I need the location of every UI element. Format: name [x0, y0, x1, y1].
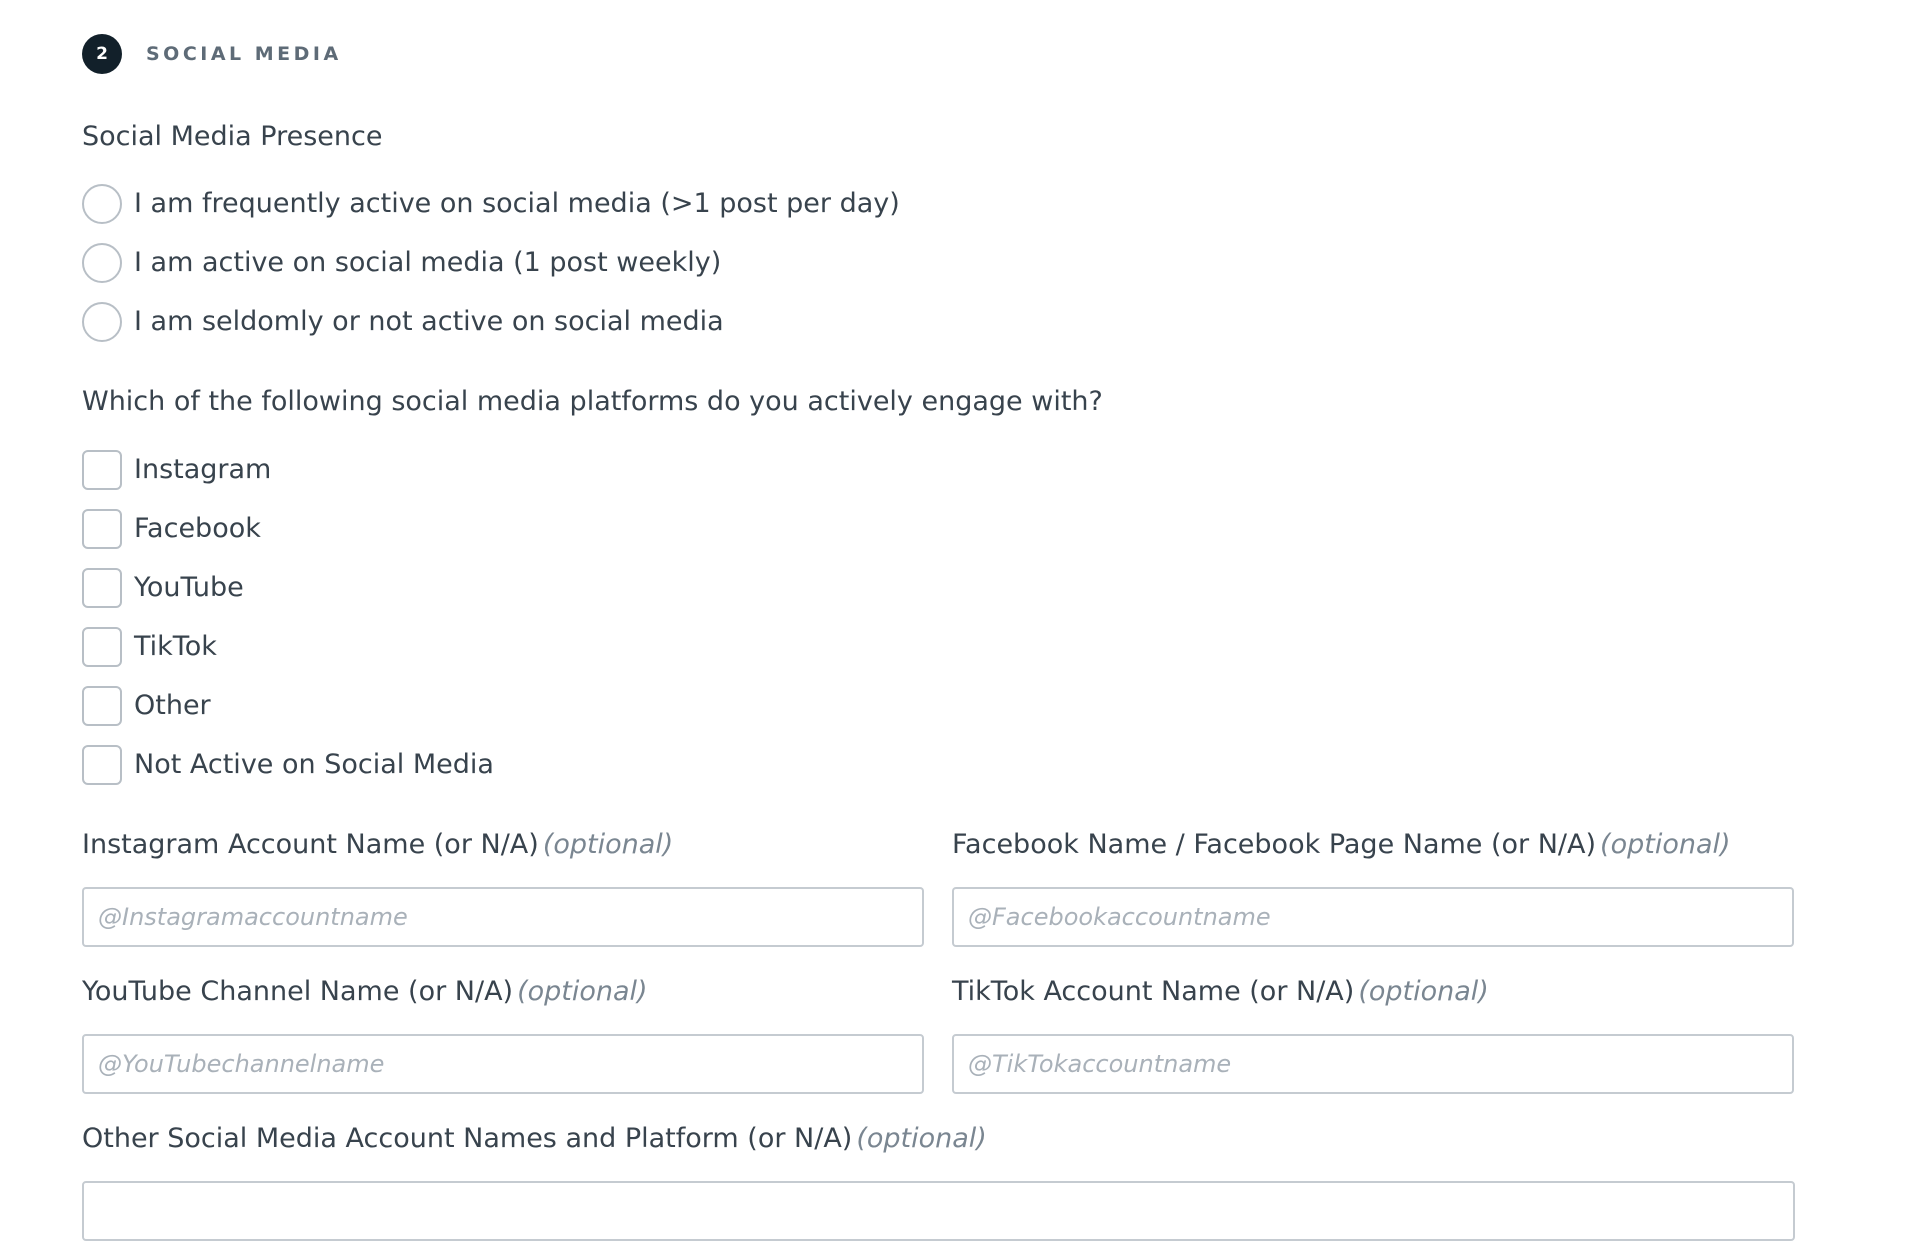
- section-title: SOCIAL MEDIA: [146, 43, 342, 65]
- radio-button[interactable]: [82, 184, 122, 224]
- presence-option-seldom[interactable]: [82, 292, 900, 351]
- instagram-field-label: Instagram Account Name (or N/A) (optional): [82, 829, 674, 860]
- tiktok-field: [952, 972, 1794, 1094]
- checkbox[interactable]: [82, 568, 122, 608]
- tiktok-field-label: TikTok Account Name (or N/A) (optional): [952, 976, 1489, 1007]
- radio-button[interactable]: [82, 243, 122, 283]
- optional-tag: (optional): [1600, 829, 1731, 860]
- platform-option-tiktok[interactable]: [82, 617, 494, 676]
- platform-option-instagram[interactable]: [82, 440, 494, 499]
- optional-tag: (optional): [517, 976, 648, 1007]
- step-number-badge: 2: [82, 34, 122, 74]
- presence-question: Social Media Presence: [82, 121, 383, 152]
- platform-option-facebook[interactable]: [82, 499, 494, 558]
- option-label: Facebook: [134, 513, 261, 544]
- option-label: I am frequently active on social media (>1 post per day): [134, 188, 900, 219]
- option-label: Not Active on Social Media: [134, 749, 494, 780]
- youtube-field: [82, 972, 924, 1094]
- youtube-field-label: YouTube Channel Name (or N/A) (optional): [82, 976, 648, 1007]
- optional-tag: (optional): [856, 1123, 987, 1154]
- youtube-channel-input[interactable]: [82, 1034, 924, 1094]
- facebook-account-input[interactable]: [952, 887, 1794, 947]
- platform-option-other[interactable]: [82, 676, 494, 735]
- checkbox[interactable]: [82, 745, 122, 785]
- option-label: YouTube: [134, 572, 244, 603]
- checkbox[interactable]: [82, 450, 122, 490]
- facebook-field-label: Facebook Name / Facebook Page Name (or N/A) (optional): [952, 829, 1731, 860]
- optional-tag: (optional): [542, 829, 674, 860]
- option-label: I am active on social media (1 post weekly): [134, 247, 722, 278]
- platform-option-not-active[interactable]: [82, 735, 494, 794]
- instagram-field: [82, 825, 924, 947]
- platforms-checkbox-group: [82, 440, 494, 794]
- presence-radio-group: [82, 174, 900, 351]
- checkbox[interactable]: [82, 509, 122, 549]
- platforms-question: Which of the following social media platforms do you actively engage with?: [82, 386, 1103, 417]
- presence-option-weekly[interactable]: [82, 233, 900, 292]
- radio-button[interactable]: [82, 302, 122, 342]
- option-label: I am seldomly or not active on social media: [134, 306, 724, 337]
- facebook-field: [952, 825, 1794, 947]
- checkbox[interactable]: [82, 627, 122, 667]
- optional-tag: (optional): [1358, 976, 1489, 1007]
- instagram-account-input[interactable]: [82, 887, 924, 947]
- tiktok-account-input[interactable]: [952, 1034, 1794, 1094]
- other-accounts-field: [82, 1119, 1795, 1241]
- option-label: Other: [134, 690, 211, 721]
- other-accounts-field-label: Other Social Media Account Names and Platform (or N/A) (optional): [82, 1123, 987, 1154]
- presence-option-frequent[interactable]: [82, 174, 900, 233]
- section-header: [82, 34, 342, 74]
- option-label: Instagram: [134, 454, 272, 485]
- other-accounts-input[interactable]: [82, 1181, 1795, 1241]
- option-label: TikTok: [134, 631, 217, 662]
- checkbox[interactable]: [82, 686, 122, 726]
- platform-option-youtube[interactable]: [82, 558, 494, 617]
